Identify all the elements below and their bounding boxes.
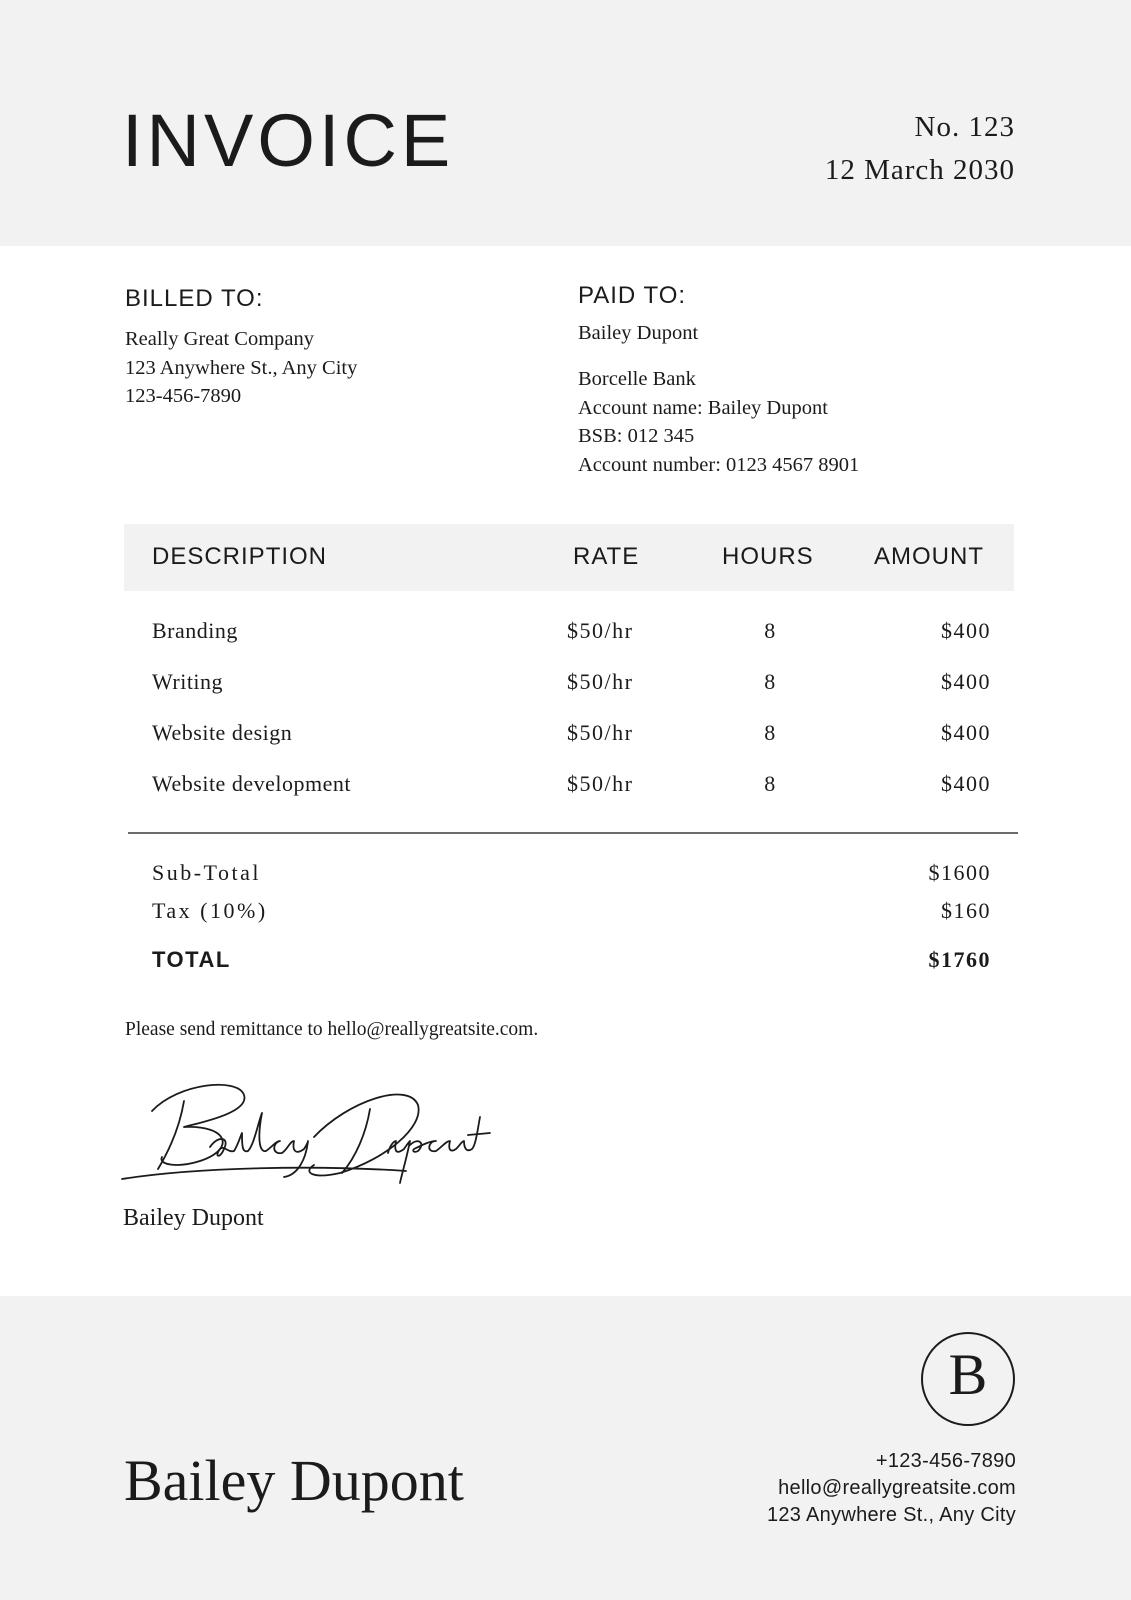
signatory-name: Bailey Dupont <box>123 1205 264 1231</box>
row-description: Website design <box>152 720 293 745</box>
table-divider <box>128 832 1018 834</box>
row-rate: $50/hr <box>567 771 634 796</box>
footer-email: hello@reallygreatsite.com <box>778 1477 1016 1499</box>
footer-name: Bailey Dupont <box>124 1448 464 1513</box>
row-hours: 8 <box>764 618 776 643</box>
row-amount: $400 <box>941 618 991 643</box>
invoice-meta <box>825 106 1015 192</box>
logo-letter: B <box>948 1342 988 1407</box>
invoice-date: 12 March 2030 <box>824 154 1015 186</box>
paid-to-name: Bailey Dupont <box>578 322 699 344</box>
subtotal-label: Sub-Total <box>152 860 261 885</box>
footer-address: 123 Anywhere St., Any City <box>766 1504 1016 1526</box>
row-description: Writing <box>152 669 224 694</box>
row-description: Website development <box>152 771 351 796</box>
billed-company: Really Great Company <box>125 328 315 350</box>
invoice-title: INVOICE <box>122 99 455 182</box>
remittance-note: Please send remittance to hello@reallygreatsite.com. <box>125 1019 539 1040</box>
table-row <box>0 618 1131 669</box>
footer-phone: +123-456-7890 <box>875 1450 1016 1472</box>
billed-to-details <box>125 325 357 411</box>
column-amount: AMOUNT <box>874 543 984 570</box>
table-row <box>0 720 1131 771</box>
row-amount: $400 <box>941 669 991 694</box>
total-value: $1760 <box>928 947 991 972</box>
column-rate: RATE <box>573 543 640 570</box>
row-hours: 8 <box>764 669 776 694</box>
invoice-number: No. 123 <box>914 111 1015 143</box>
column-hours: HOURS <box>722 543 814 570</box>
row-hours: 8 <box>764 720 776 745</box>
row-amount: $400 <box>941 771 991 796</box>
paid-to-heading: PAID TO: <box>578 282 687 309</box>
signature <box>118 1075 508 1190</box>
row-rate: $50/hr <box>567 669 634 694</box>
table-row <box>0 771 1131 822</box>
account-name: Account name: Bailey Dupont <box>578 396 828 419</box>
tax-label: Tax (10%) <box>152 898 268 923</box>
subtotal-value: $1600 <box>928 860 991 885</box>
bank-details <box>578 365 859 479</box>
account-number: Account number: 0123 4567 8901 <box>578 453 860 476</box>
billed-to-heading: BILLED TO: <box>125 285 264 312</box>
tax-value: $160 <box>941 898 991 923</box>
footer-contact <box>767 1448 1016 1529</box>
row-amount: $400 <box>941 720 991 745</box>
bank-name: Borcelle Bank <box>578 368 696 390</box>
row-rate: $50/hr <box>567 618 634 643</box>
billed-address: 123 Anywhere St., Any City <box>125 356 358 379</box>
row-hours: 8 <box>764 771 776 796</box>
bsb: BSB: 012 345 <box>578 425 695 447</box>
logo-monogram <box>921 1332 1015 1426</box>
table-row <box>0 669 1131 720</box>
row-description: Branding <box>152 618 238 643</box>
total-label: TOTAL <box>152 947 231 972</box>
billed-phone: 123-456-7890 <box>125 385 242 407</box>
column-description: DESCRIPTION <box>152 543 328 570</box>
row-rate: $50/hr <box>567 720 634 745</box>
